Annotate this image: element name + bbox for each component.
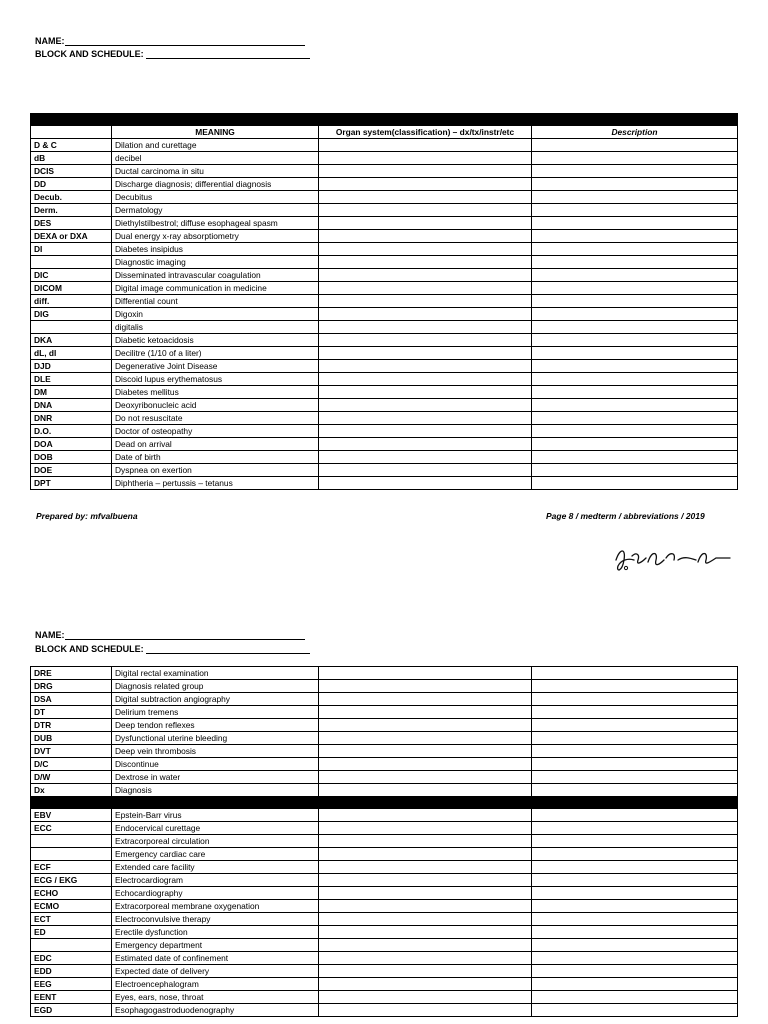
meaning-cell: Diabetic ketoacidosis <box>112 334 319 347</box>
block-schedule-blank-line[interactable] <box>146 644 310 654</box>
organ-system-cell[interactable] <box>319 913 532 926</box>
table-row <box>31 926 738 939</box>
description-cell[interactable] <box>532 438 738 451</box>
table-row <box>31 321 738 334</box>
organ-system-cell[interactable] <box>319 861 532 874</box>
abbreviation-cell: DSA <box>31 693 112 706</box>
description-cell[interactable] <box>532 334 738 347</box>
description-cell[interactable] <box>532 952 738 965</box>
description-cell[interactable] <box>532 139 738 152</box>
organ-system-cell[interactable] <box>319 347 532 360</box>
organ-system-cell[interactable] <box>319 256 532 269</box>
abbreviation-cell: DOE <box>31 464 112 477</box>
organ-system-cell[interactable] <box>319 874 532 887</box>
table-row <box>31 451 738 464</box>
organ-system-cell[interactable] <box>319 887 532 900</box>
organ-system-cell[interactable] <box>319 360 532 373</box>
table-row <box>31 165 738 178</box>
organ-system-cell[interactable] <box>319 425 532 438</box>
table-row <box>31 256 738 269</box>
meaning-cell: Electroconvulsive therapy <box>112 913 319 926</box>
organ-system-cell[interactable] <box>319 334 532 347</box>
description-cell[interactable] <box>532 706 738 719</box>
description-cell[interactable] <box>532 680 738 693</box>
meaning-cell: Erectile dysfunction <box>112 926 319 939</box>
description-cell[interactable] <box>532 693 738 706</box>
table-row <box>31 745 738 758</box>
organ-system-cell[interactable] <box>319 386 532 399</box>
description-cell[interactable] <box>532 809 738 822</box>
meaning-cell: Endocervical curettage <box>112 822 319 835</box>
description-cell[interactable] <box>532 991 738 1004</box>
description-cell[interactable] <box>532 913 738 926</box>
description-cell[interactable] <box>532 399 738 412</box>
meaning-cell: Emergency cardiac care <box>112 848 319 861</box>
description-cell[interactable] <box>532 719 738 732</box>
abbreviation-cell <box>31 848 112 861</box>
abbreviation-cell: DNA <box>31 399 112 412</box>
description-cell[interactable] <box>532 745 738 758</box>
abbreviation-cell: Decub. <box>31 191 112 204</box>
organ-system-cell[interactable] <box>319 464 532 477</box>
description-cell[interactable] <box>532 758 738 771</box>
column-header-abbreviation <box>31 126 112 139</box>
table-row <box>31 152 738 165</box>
organ-system-cell[interactable] <box>319 191 532 204</box>
block-schedule-field-page-2 <box>35 644 310 654</box>
column-header-meaning: MEANING <box>112 126 319 139</box>
name-label: NAME: <box>35 630 65 640</box>
organ-system-cell[interactable] <box>319 822 532 835</box>
block-schedule-label: BLOCK AND SCHEDULE: <box>35 644 144 654</box>
description-cell[interactable] <box>532 386 738 399</box>
column-header-description: Description <box>532 126 738 139</box>
description-cell[interactable] <box>532 477 738 490</box>
table-row <box>31 874 738 887</box>
description-cell[interactable] <box>532 822 738 835</box>
meaning-cell: Diagnosis <box>112 784 319 797</box>
abbreviation-cell: D/W <box>31 771 112 784</box>
description-cell[interactable] <box>532 360 738 373</box>
meaning-cell: Electroencephalogram <box>112 978 319 991</box>
meaning-cell: Digital subtraction angiography <box>112 693 319 706</box>
meaning-cell: Diphtheria – pertussis – tetanus <box>112 477 319 490</box>
table-row <box>31 991 738 1004</box>
description-cell[interactable] <box>532 282 738 295</box>
description-cell[interactable] <box>532 784 738 797</box>
description-cell[interactable] <box>532 178 738 191</box>
abbreviation-cell: DIC <box>31 269 112 282</box>
meaning-cell: Extended care facility <box>112 861 319 874</box>
organ-system-cell[interactable] <box>319 243 532 256</box>
abbreviation-cell: D.O. <box>31 425 112 438</box>
abbreviation-cell: D/C <box>31 758 112 771</box>
table-row <box>31 412 738 425</box>
organ-system-cell[interactable] <box>319 204 532 217</box>
table-row <box>31 438 738 451</box>
description-cell[interactable] <box>532 732 738 745</box>
meaning-cell: Expected date of delivery <box>112 965 319 978</box>
abbreviation-cell: DOB <box>31 451 112 464</box>
table-row <box>31 861 738 874</box>
table-row <box>31 308 738 321</box>
abbreviation-cell: EDD <box>31 965 112 978</box>
table-row <box>31 939 738 952</box>
table-row <box>31 784 738 797</box>
meaning-cell: Dyspnea on exertion <box>112 464 319 477</box>
abbreviation-cell: EENT <box>31 991 112 1004</box>
abbreviation-cell: dB <box>31 152 112 165</box>
organ-system-cell[interactable] <box>319 680 532 693</box>
meaning-cell: Differential count <box>112 295 319 308</box>
organ-system-cell[interactable] <box>319 399 532 412</box>
meaning-cell: Disseminated intravascular coagulation <box>112 269 319 282</box>
abbreviation-cell: DIG <box>31 308 112 321</box>
organ-system-cell[interactable] <box>319 965 532 978</box>
meaning-cell: Emergency department <box>112 939 319 952</box>
meaning-cell: Deep tendon reflexes <box>112 719 319 732</box>
abbreviations-table-page-9 <box>30 666 738 1017</box>
meaning-cell: digitalis <box>112 321 319 334</box>
table-row <box>31 667 738 680</box>
table-row <box>31 978 738 991</box>
column-header-row <box>31 126 738 139</box>
table-row <box>31 373 738 386</box>
organ-system-cell[interactable] <box>319 321 532 334</box>
table-row <box>31 360 738 373</box>
abbreviation-cell: DOA <box>31 438 112 451</box>
block-schedule-field <box>35 49 310 59</box>
meaning-cell: Do not resuscitate <box>112 412 319 425</box>
table-row <box>31 822 738 835</box>
table-row <box>31 399 738 412</box>
table-row <box>31 732 738 745</box>
page-number-footer: Page 8 / medterm / abbreviations / 2019 <box>546 511 705 521</box>
meaning-cell: Epstein-Barr virus <box>112 809 319 822</box>
organ-system-cell[interactable] <box>319 178 532 191</box>
abbreviation-cell: EEG <box>31 978 112 991</box>
meaning-cell: Diagnosis related group <box>112 680 319 693</box>
description-cell[interactable] <box>532 926 738 939</box>
abbreviation-cell: EGD <box>31 1004 112 1017</box>
abbreviation-cell: EDC <box>31 952 112 965</box>
meaning-cell: Dermatology <box>112 204 319 217</box>
description-cell[interactable] <box>532 347 738 360</box>
table-row <box>31 347 738 360</box>
abbreviation-cell: DUB <box>31 732 112 745</box>
organ-system-cell[interactable] <box>319 732 532 745</box>
meaning-cell: Diabetes mellitus <box>112 386 319 399</box>
abbreviation-cell: DNR <box>31 412 112 425</box>
block-schedule-blank-line[interactable] <box>146 49 310 59</box>
organ-system-cell[interactable] <box>319 230 532 243</box>
abbreviation-cell: D & C <box>31 139 112 152</box>
table-row <box>31 693 738 706</box>
organ-system-cell[interactable] <box>319 809 532 822</box>
table-row <box>31 217 738 230</box>
organ-system-cell[interactable] <box>319 667 532 680</box>
abbreviation-cell: Dx <box>31 784 112 797</box>
organ-system-cell[interactable] <box>319 165 532 178</box>
table-row <box>31 1004 738 1017</box>
table-row <box>31 706 738 719</box>
description-cell[interactable] <box>532 771 738 784</box>
table-row <box>31 680 738 693</box>
organ-system-cell[interactable] <box>319 758 532 771</box>
meaning-cell: Decubitus <box>112 191 319 204</box>
abbreviation-cell <box>31 321 112 334</box>
organ-system-cell[interactable] <box>319 900 532 913</box>
abbreviation-cell: DCIS <box>31 165 112 178</box>
table-row <box>31 334 738 347</box>
abbreviation-cell: ECT <box>31 913 112 926</box>
description-cell[interactable] <box>532 295 738 308</box>
abbreviation-cell: ED <box>31 926 112 939</box>
description-cell[interactable] <box>532 230 738 243</box>
prepared-by-footer: Prepared by: mfvalbuena <box>36 511 138 521</box>
table-row <box>31 848 738 861</box>
organ-system-cell[interactable] <box>319 1004 532 1017</box>
abbreviation-cell: ECHO <box>31 887 112 900</box>
name-field-page-2 <box>35 630 305 640</box>
column-header-organ-system: Organ system(classification) – dx/tx/instr/etc <box>319 126 532 139</box>
description-cell[interactable] <box>532 1004 738 1017</box>
organ-system-cell[interactable] <box>319 217 532 230</box>
abbreviation-cell: diff. <box>31 295 112 308</box>
meaning-cell: Dysfunctional uterine bleeding <box>112 732 319 745</box>
organ-system-cell[interactable] <box>319 308 532 321</box>
organ-system-cell[interactable] <box>319 848 532 861</box>
description-cell[interactable] <box>532 667 738 680</box>
organ-system-cell[interactable] <box>319 451 532 464</box>
meaning-cell: Dead on arrival <box>112 438 319 451</box>
table-row <box>31 204 738 217</box>
description-cell[interactable] <box>532 152 738 165</box>
table-row <box>31 282 738 295</box>
abbreviation-cell: dL, dl <box>31 347 112 360</box>
abbreviation-cell: ECF <box>31 861 112 874</box>
organ-system-cell[interactable] <box>319 412 532 425</box>
name-field <box>35 36 305 46</box>
description-cell[interactable] <box>532 848 738 861</box>
description-cell[interactable] <box>532 978 738 991</box>
organ-system-cell[interactable] <box>319 784 532 797</box>
abbreviation-cell <box>31 256 112 269</box>
description-cell[interactable] <box>532 308 738 321</box>
abbreviation-cell: DRE <box>31 667 112 680</box>
meaning-cell: decibel <box>112 152 319 165</box>
table-row <box>31 477 738 490</box>
meaning-cell: Estimated date of confinement <box>112 952 319 965</box>
table-row <box>31 386 738 399</box>
table-row <box>31 835 738 848</box>
organ-system-cell[interactable] <box>319 373 532 386</box>
abbreviation-cell: DKA <box>31 334 112 347</box>
description-cell[interactable] <box>532 204 738 217</box>
description-cell[interactable] <box>532 939 738 952</box>
organ-system-cell[interactable] <box>319 939 532 952</box>
organ-system-cell[interactable] <box>319 926 532 939</box>
organ-system-cell[interactable] <box>319 139 532 152</box>
table-row <box>31 913 738 926</box>
meaning-cell: Diethylstilbestrol; diffuse esophageal spasm <box>112 217 319 230</box>
meaning-cell: Digital image communication in medicine <box>112 282 319 295</box>
meaning-cell: Ductal carcinoma in situ <box>112 165 319 178</box>
abbreviation-cell: DJD <box>31 360 112 373</box>
meaning-cell: Dextrose in water <box>112 771 319 784</box>
abbreviation-cell: DM <box>31 386 112 399</box>
abbreviation-cell: DPT <box>31 477 112 490</box>
description-cell[interactable] <box>532 887 738 900</box>
abbreviation-cell: DD <box>31 178 112 191</box>
description-cell[interactable] <box>532 165 738 178</box>
description-cell[interactable] <box>532 256 738 269</box>
meaning-cell: Extracorporeal membrane oxygenation <box>112 900 319 913</box>
meaning-cell: Electrocardiogram <box>112 874 319 887</box>
abbreviation-cell: DICOM <box>31 282 112 295</box>
abbreviation-cell: ECC <box>31 822 112 835</box>
table-row <box>31 965 738 978</box>
organ-system-cell[interactable] <box>319 991 532 1004</box>
description-cell[interactable] <box>532 900 738 913</box>
table-row <box>31 269 738 282</box>
description-cell[interactable] <box>532 373 738 386</box>
description-cell[interactable] <box>532 874 738 887</box>
abbreviations-table-page-8 <box>30 113 738 490</box>
meaning-cell: Digital rectal examination <box>112 667 319 680</box>
table-row <box>31 178 738 191</box>
name-blank-line[interactable] <box>65 630 305 640</box>
abbreviation-cell <box>31 939 112 952</box>
abbreviation-cell: ECG / EKG <box>31 874 112 887</box>
description-cell[interactable] <box>532 269 738 282</box>
table-row <box>31 243 738 256</box>
description-cell[interactable] <box>532 191 738 204</box>
table-row <box>31 425 738 438</box>
table-row <box>31 230 738 243</box>
organ-system-cell[interactable] <box>319 282 532 295</box>
description-cell[interactable] <box>532 835 738 848</box>
organ-system-cell[interactable] <box>319 835 532 848</box>
meaning-cell: Esophagogastroduodenography <box>112 1004 319 1017</box>
table-row <box>31 758 738 771</box>
meaning-cell: Extracorporeal circulation <box>112 835 319 848</box>
meaning-cell: Discharge diagnosis; differential diagnosis <box>112 178 319 191</box>
meaning-cell: Delirium tremens <box>112 706 319 719</box>
abbreviation-cell: DRG <box>31 680 112 693</box>
meaning-cell: Eyes, ears, nose, throat <box>112 991 319 1004</box>
abbreviation-cell: EBV <box>31 809 112 822</box>
abbreviation-cell: DLE <box>31 373 112 386</box>
description-cell[interactable] <box>532 965 738 978</box>
meaning-cell: Doctor of osteopathy <box>112 425 319 438</box>
organ-system-cell[interactable] <box>319 978 532 991</box>
meaning-cell: Digoxin <box>112 308 319 321</box>
table-header-bar <box>31 114 738 126</box>
meaning-cell: Decilitre (1/10 of a liter) <box>112 347 319 360</box>
table-row <box>31 771 738 784</box>
section-divider-bar <box>31 797 738 809</box>
meaning-cell: Degenerative Joint Disease <box>112 360 319 373</box>
table-row <box>31 952 738 965</box>
organ-system-cell[interactable] <box>319 269 532 282</box>
meaning-cell: Diabetes insipidus <box>112 243 319 256</box>
abbreviation-cell: DT <box>31 706 112 719</box>
table-row <box>31 809 738 822</box>
meaning-cell: Deep vein thrombosis <box>112 745 319 758</box>
meaning-cell: Discontinue <box>112 758 319 771</box>
table-row <box>31 887 738 900</box>
description-cell[interactable] <box>532 412 738 425</box>
abbreviation-cell: DVT <box>31 745 112 758</box>
table-row <box>31 719 738 732</box>
description-cell[interactable] <box>532 451 738 464</box>
table-row <box>31 139 738 152</box>
meaning-cell: Deoxyribonucleic acid <box>112 399 319 412</box>
name-blank-line[interactable] <box>65 36 305 46</box>
table-row <box>31 900 738 913</box>
meaning-cell: Date of birth <box>112 451 319 464</box>
organ-system-cell[interactable] <box>319 477 532 490</box>
organ-system-cell[interactable] <box>319 295 532 308</box>
signature-image <box>612 540 732 576</box>
name-label: NAME: <box>35 36 65 46</box>
description-cell[interactable] <box>532 321 738 334</box>
description-cell[interactable] <box>532 425 738 438</box>
table-row <box>31 464 738 477</box>
organ-system-cell[interactable] <box>319 952 532 965</box>
organ-system-cell[interactable] <box>319 693 532 706</box>
table-row <box>31 191 738 204</box>
abbreviation-cell: DEXA or DXA <box>31 230 112 243</box>
meaning-cell: Discoid lupus erythematosus <box>112 373 319 386</box>
meaning-cell: Dual energy x-ray absorptiometry <box>112 230 319 243</box>
block-schedule-label: BLOCK AND SCHEDULE: <box>35 49 144 59</box>
meaning-cell: Echocardiography <box>112 887 319 900</box>
description-cell[interactable] <box>532 243 738 256</box>
abbreviation-cell: DTR <box>31 719 112 732</box>
abbreviation-cell: DI <box>31 243 112 256</box>
description-cell[interactable] <box>532 464 738 477</box>
organ-system-cell[interactable] <box>319 719 532 732</box>
abbreviation-cell: ECMO <box>31 900 112 913</box>
abbreviation-cell: Derm. <box>31 204 112 217</box>
meaning-cell: Dilation and curettage <box>112 139 319 152</box>
organ-system-cell[interactable] <box>319 771 532 784</box>
description-cell[interactable] <box>532 217 738 230</box>
meaning-cell: Diagnostic imaging <box>112 256 319 269</box>
organ-system-cell[interactable] <box>319 438 532 451</box>
abbreviation-cell: DES <box>31 217 112 230</box>
abbreviation-cell <box>31 835 112 848</box>
organ-system-cell[interactable] <box>319 152 532 165</box>
description-cell[interactable] <box>532 861 738 874</box>
organ-system-cell[interactable] <box>319 745 532 758</box>
organ-system-cell[interactable] <box>319 706 532 719</box>
table-row <box>31 295 738 308</box>
